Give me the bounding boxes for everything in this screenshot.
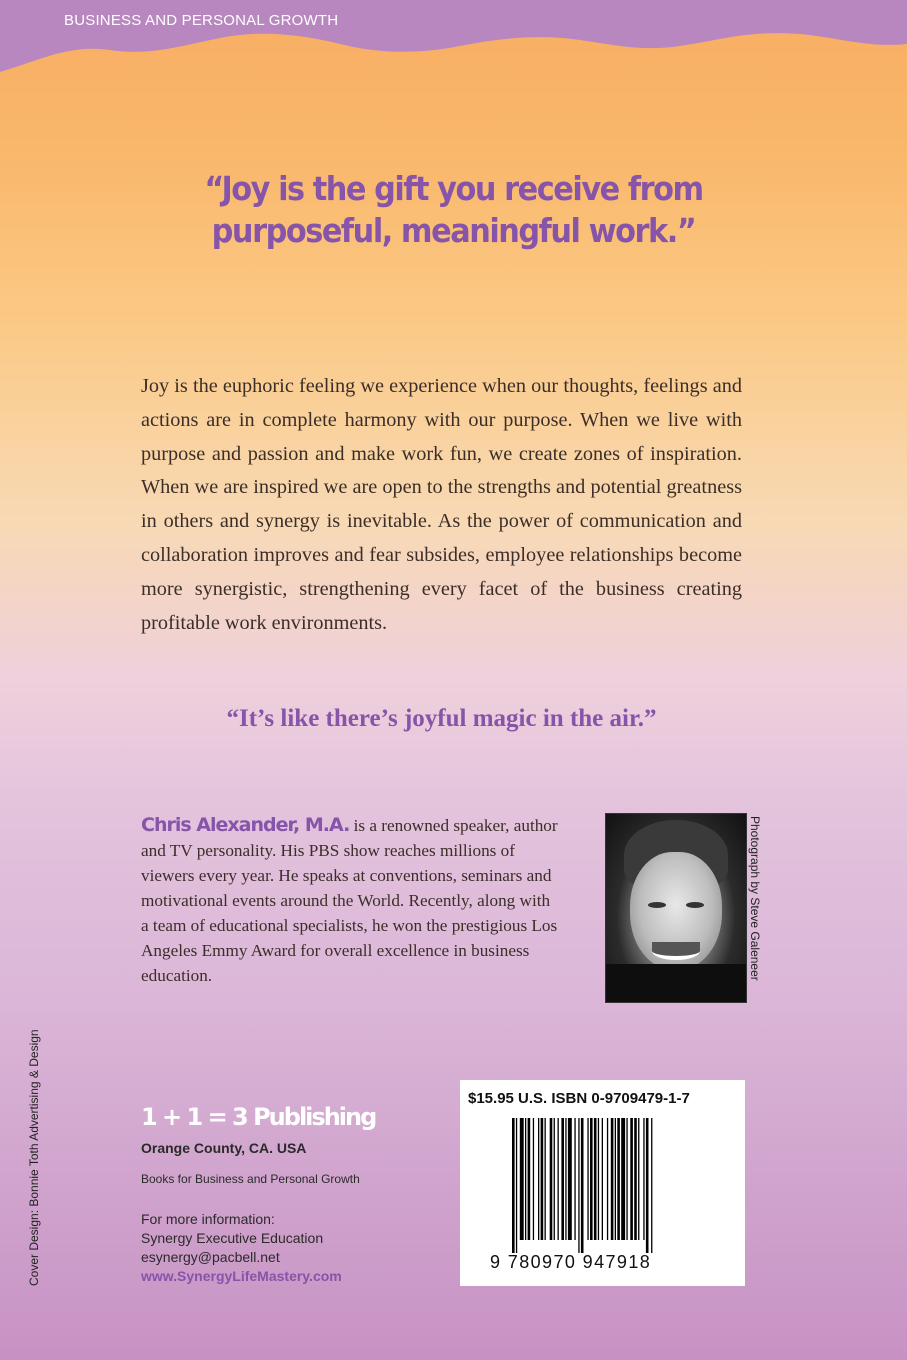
barcode-digits: 9 780970 947918 bbox=[490, 1252, 652, 1272]
description-paragraph: Joy is the euphoric feeling we experience when our thoughts, feelings and actions are in complete harmony with our purpose. When we live with purpose and passion and make work fun, we create zones of inspiration. When we are inspired we are open to the strengths and potential greatness in others and synergy is inevitable. As the power of communication and collaboration improves and fear subsides, employee relationships become more synergistic, strengthening every facet of the business creating profitable work environments. bbox=[141, 375, 742, 634]
author-bio bbox=[141, 813, 561, 988]
contact-email[interactable]: esynergy@pacbell.net bbox=[141, 1249, 280, 1265]
contact-heading: For more information: bbox=[141, 1211, 275, 1227]
pull-quote-line-1: “Joy is the gift you receive from bbox=[204, 169, 703, 208]
website-link[interactable]: www.SynergyLifeMastery.com bbox=[141, 1268, 342, 1284]
category-label: BUSINESS AND PERSONAL GROWTH bbox=[64, 12, 339, 29]
secondary-quote: “It’s like there’s joyful magic in the air.” bbox=[226, 705, 657, 732]
author-photo bbox=[605, 813, 747, 1003]
barcode-image bbox=[512, 1118, 694, 1253]
publisher-logo: 1 + 1 = 3 Publishing bbox=[141, 1103, 376, 1131]
author-bio-text: is a renowned speaker, author and TV personality. His PBS show reaches millions of viewers every year. He speaks at conventions, seminars and motivational events around the World. Recently, along with a team of educational specialists, he won the prestigious Los Angeles Emmy Award for overall excellence in business education. bbox=[141, 816, 558, 985]
pull-quote-line-2: purposeful, meaningful work.” bbox=[211, 210, 696, 250]
cover-design-credit: Cover Design: Bonnie Toth Advertising & Design bbox=[27, 1029, 41, 1286]
barcode-panel bbox=[460, 1080, 745, 1286]
photo-credit: Photograph by Steve Galeneer bbox=[748, 816, 762, 981]
contact-info bbox=[141, 1210, 342, 1286]
price-isbn: $15.95 U.S. ISBN 0-9709479-1-7 bbox=[468, 1090, 690, 1107]
publisher-location: Orange County, CA. USA bbox=[141, 1140, 307, 1156]
publisher-tagline: Books for Business and Personal Growth bbox=[141, 1172, 360, 1186]
pull-quote bbox=[156, 168, 751, 252]
contact-organization: Synergy Executive Education bbox=[141, 1230, 324, 1246]
author-name: Chris Alexander, M.A. bbox=[141, 814, 350, 836]
